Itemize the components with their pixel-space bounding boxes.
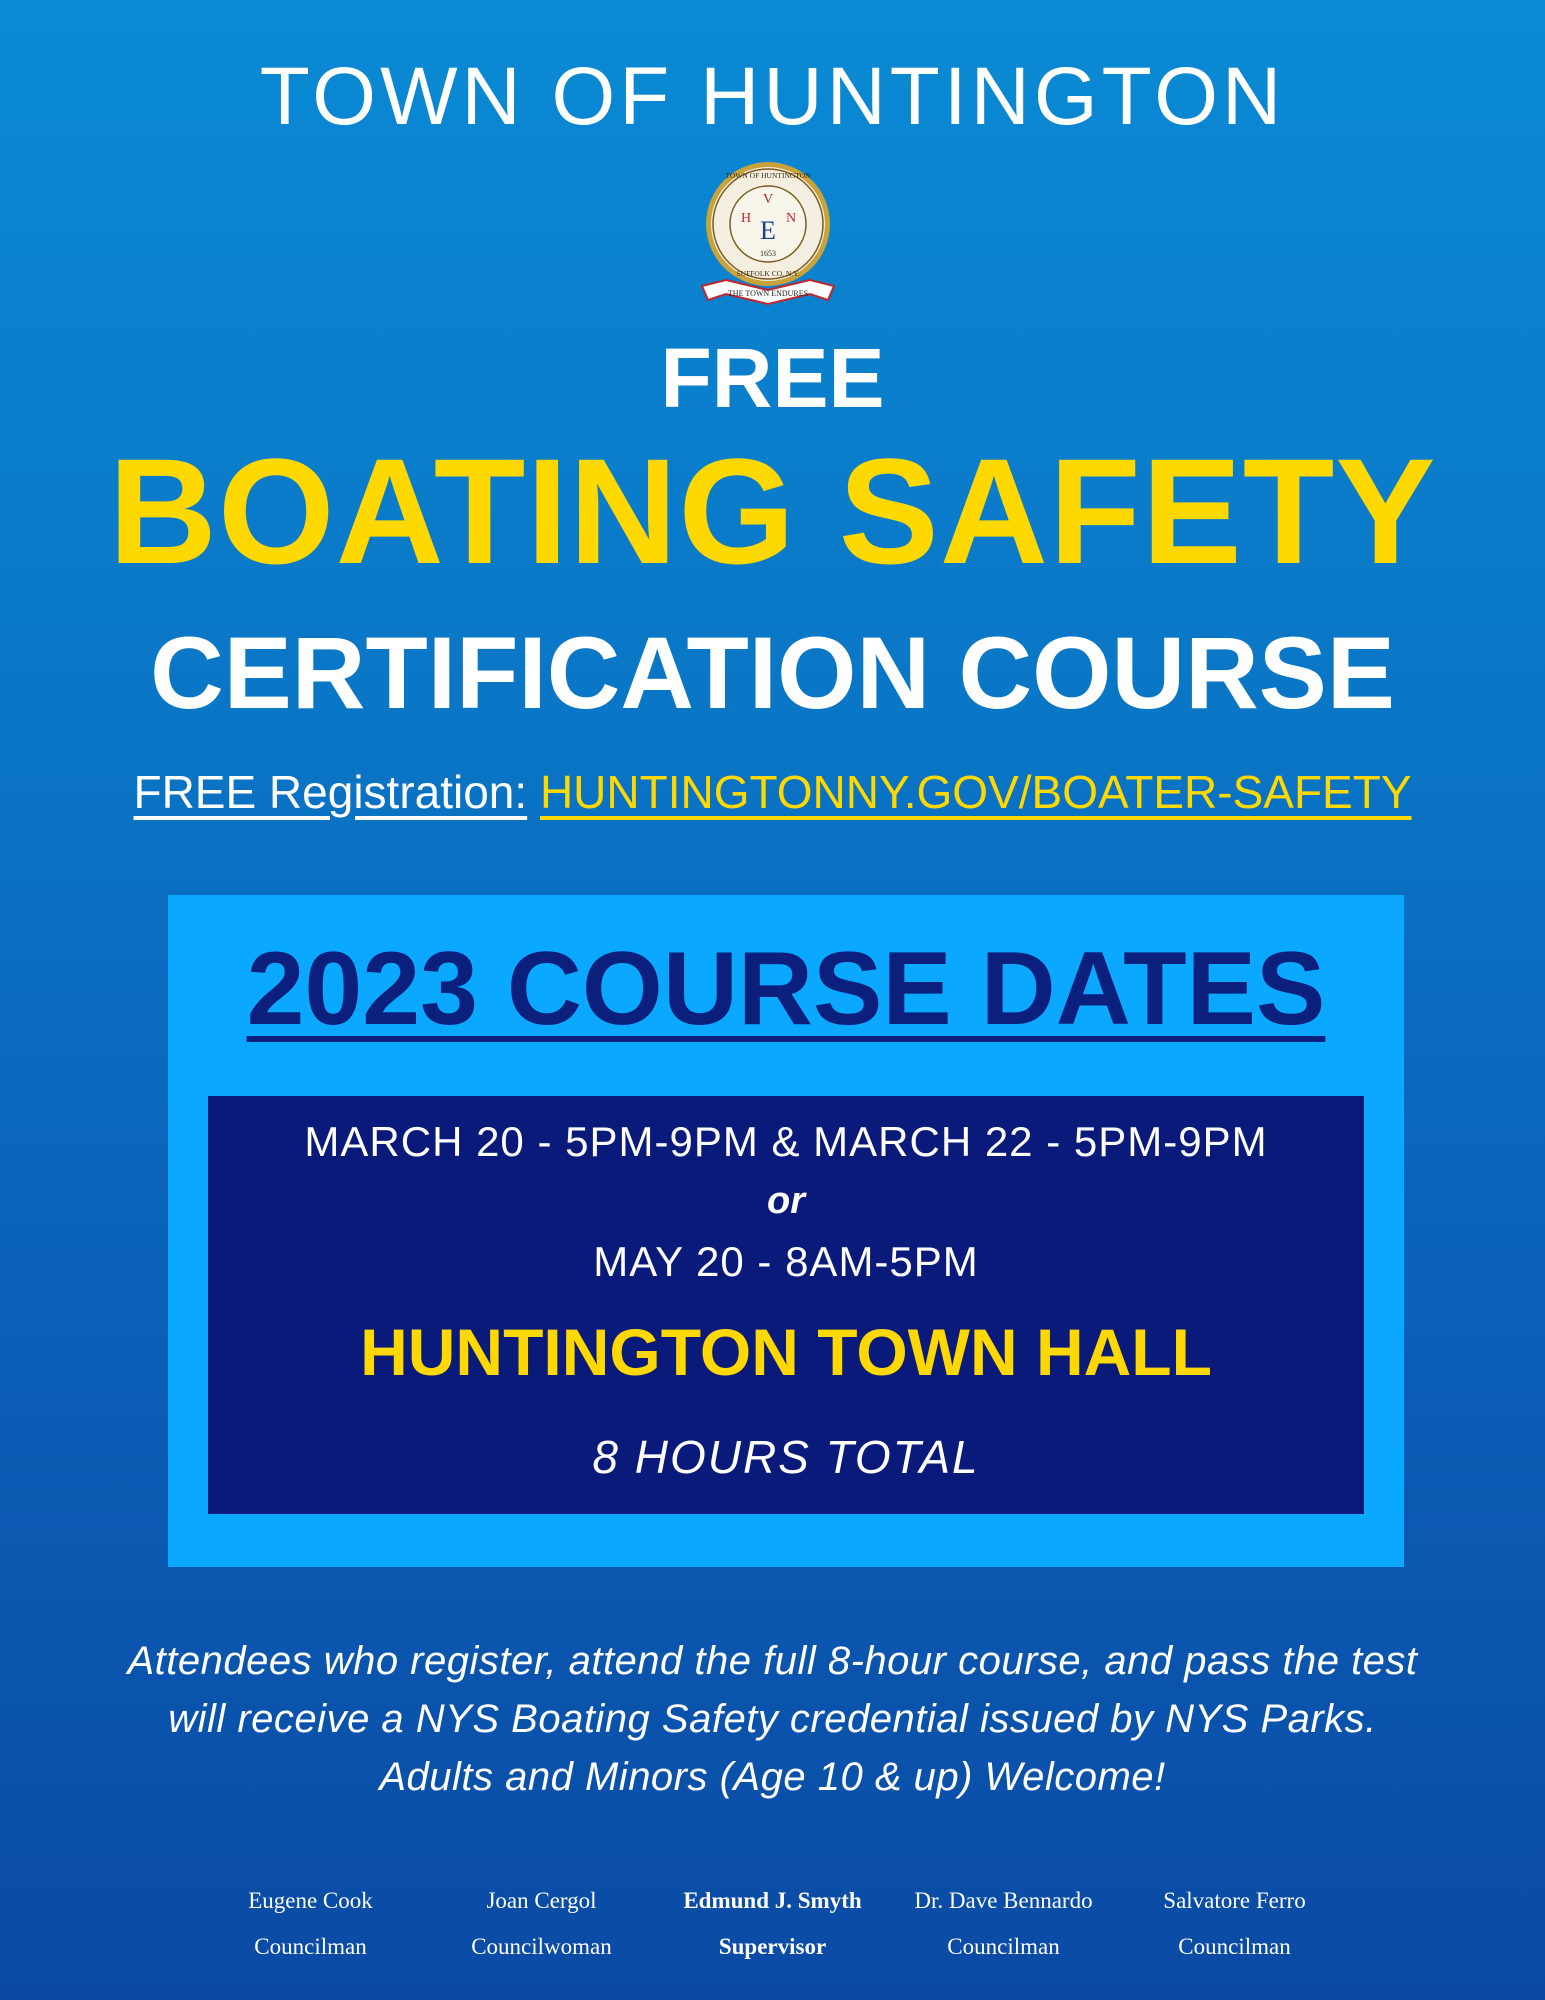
free-heading: FREE: [660, 331, 885, 425]
svg-text:SUFFOLK CO. N.Y.: SUFFOLK CO. N.Y.: [736, 269, 800, 278]
official-name: Salvatore Ferro: [1163, 1888, 1306, 1913]
town-title: TOWN OF HUNTINGTON: [259, 51, 1286, 142]
svg-text:THE TOWN ENDURES: THE TOWN ENDURES: [727, 289, 809, 298]
official-dave-bennardo: [888, 1878, 1119, 1970]
official-name: Edmund J. Smyth: [683, 1888, 862, 1913]
registration-line: [0, 765, 1545, 819]
date-separator: or: [767, 1180, 805, 1222]
main-headline: BOATING SAFETY: [108, 427, 1437, 595]
official-title: Councilman: [1178, 1934, 1291, 1959]
town-seal-icon: [688, 160, 848, 310]
official-name: Dr. Dave Bennardo: [914, 1888, 1093, 1913]
officials-list: [195, 1878, 1350, 1970]
svg-text:1653: 1653: [760, 249, 776, 258]
official-title: Supervisor: [718, 1934, 827, 1959]
svg-text:N: N: [785, 211, 797, 226]
official-title: Councilwoman: [471, 1934, 612, 1959]
info-line-1: Attendees who register, attend the full 8-hour course, and pass the test: [127, 1639, 1418, 1683]
official-title: Councilman: [254, 1934, 367, 1959]
registration-label: FREE Registration:: [133, 766, 528, 818]
official-edmund-smyth: [657, 1878, 888, 1970]
official-name: Eugene Cook: [248, 1888, 373, 1913]
course-dates-details: [208, 1096, 1364, 1514]
svg-text:TOWN OF HUNTINGTON: TOWN OF HUNTINGTON: [725, 171, 811, 180]
course-duration: 8 HOURS TOTAL: [592, 1431, 980, 1483]
official-name: Joan Cergol: [486, 1888, 597, 1913]
info-line-3: Adults and Minors (Age 10 & up) Welcome!: [379, 1755, 1166, 1799]
svg-text:H: H: [740, 211, 752, 226]
official-salvatore-ferro: [1119, 1878, 1350, 1970]
official-title: Councilman: [947, 1934, 1060, 1959]
course-dates-box: [168, 895, 1404, 1567]
official-joan-cergol: [426, 1878, 657, 1970]
venue-name: HUNTINGTON TOWN HALL: [360, 1315, 1212, 1389]
svg-text:V: V: [762, 192, 774, 207]
svg-text:E: E: [760, 216, 776, 245]
date-option-2: MAY 20 - 8AM-5PM: [593, 1238, 979, 1285]
date-option-1: MARCH 20 - 5PM-9PM & MARCH 22 - 5PM-9PM: [304, 1118, 1268, 1165]
credential-info: [60, 1632, 1485, 1806]
sub-headline: CERTIFICATION COURSE: [150, 616, 1395, 730]
registration-link[interactable]: HUNTINGTONNY.GOV/BOATER-SAFETY: [539, 766, 1412, 818]
official-eugene-cook: [195, 1878, 426, 1970]
info-line-2: will receive a NYS Boating Safety credential issued by NYS Parks.: [168, 1697, 1377, 1741]
course-dates-title: 2023 COURSE DATES: [246, 931, 1326, 1047]
